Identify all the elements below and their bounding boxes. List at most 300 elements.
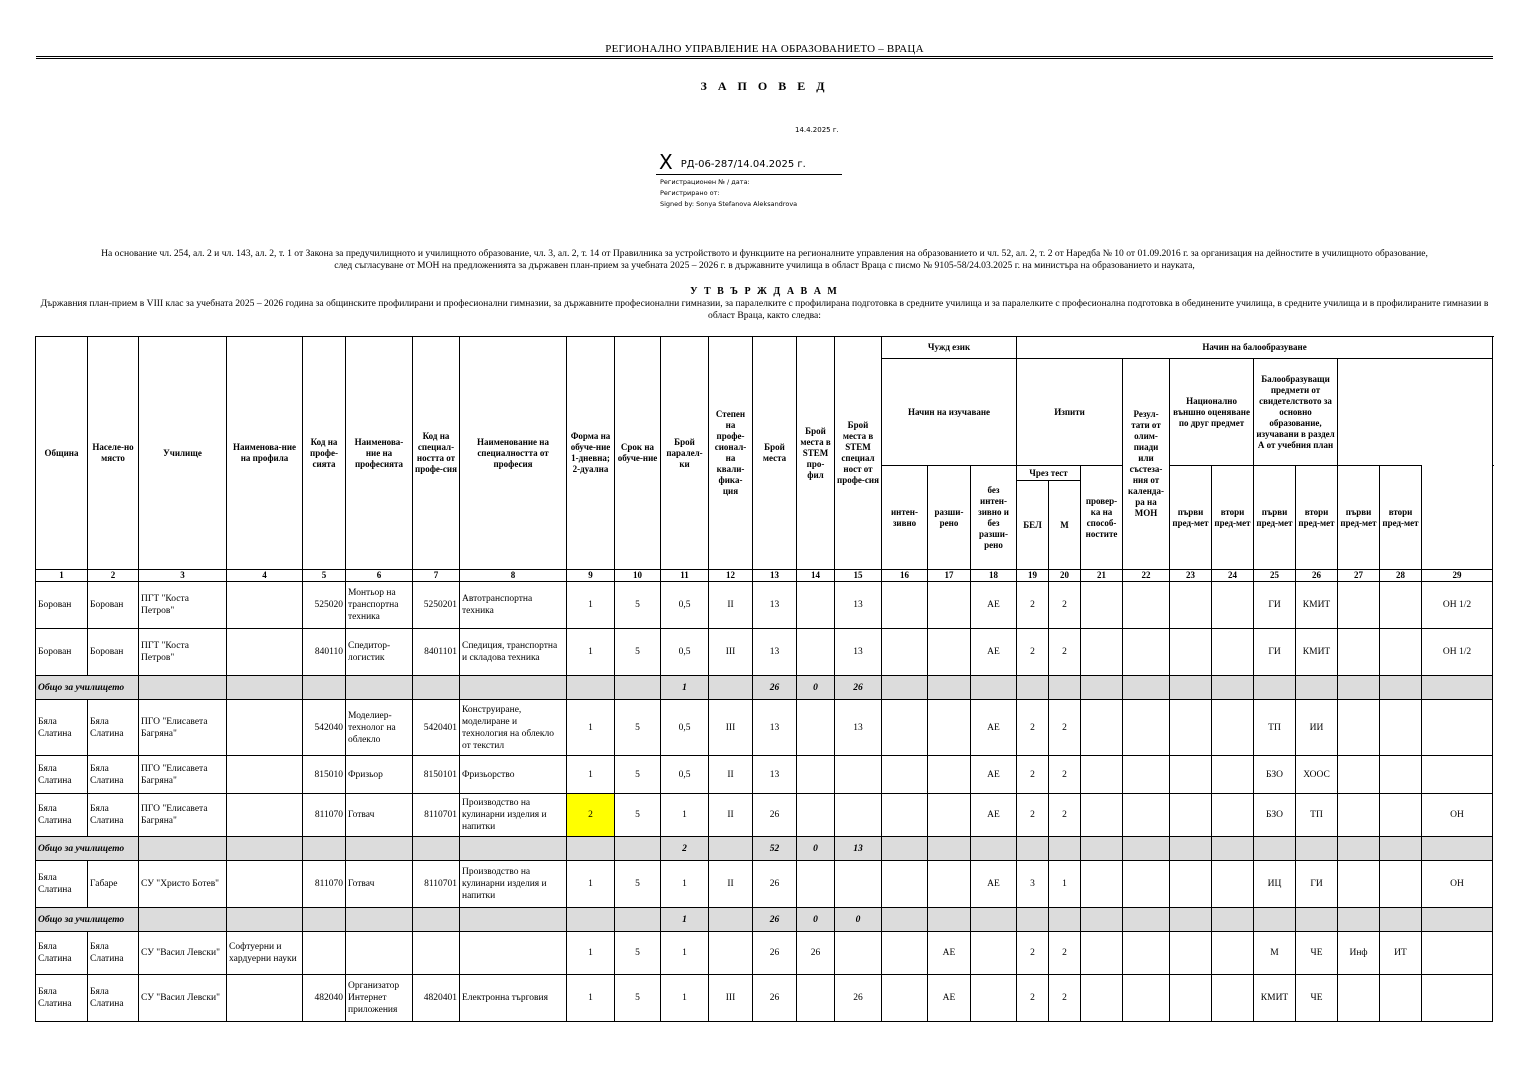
table-cell: Бяла Слатина <box>36 756 88 794</box>
total-label: Общо за училището <box>36 908 139 932</box>
table-cell: АЕ <box>928 932 971 975</box>
table-cell: ОН 1/2 <box>1422 582 1493 629</box>
column-number: 16 <box>882 570 928 582</box>
table-cell: ПГО "Елисавета Багряна" <box>139 794 227 837</box>
table-cell <box>1338 756 1380 794</box>
th-bel: БЕЛ <box>1017 481 1049 569</box>
table-cell <box>1123 861 1170 908</box>
table-cell: ИТ <box>1380 932 1422 975</box>
column-number: 24 <box>1212 570 1254 582</box>
table-cell: 13 <box>753 629 797 676</box>
total-empty-cell <box>1422 676 1493 700</box>
total-empty-cell <box>709 837 753 861</box>
table-cell: III <box>709 700 753 756</box>
table-cell: М <box>1254 932 1296 975</box>
table-cell: 1 <box>567 582 615 629</box>
table-cell: Габаре <box>88 861 139 908</box>
table-cell: 8401101 <box>413 629 460 676</box>
total-mesta: 26 <box>753 676 797 700</box>
table-cell <box>928 700 971 756</box>
th-nachin-izuch: Начин на изучаване <box>882 359 1017 466</box>
table-cell <box>227 756 303 794</box>
table-cell: ЧЕ <box>1296 975 1338 1022</box>
total-empty-cell <box>1081 837 1123 861</box>
table-cell: 1 <box>567 629 615 676</box>
th-stepen: Степен на профе-сионал-на квали-фика-ция <box>709 337 753 570</box>
column-number: 20 <box>1049 570 1081 582</box>
column-number: 28 <box>1380 570 1422 582</box>
table-cell <box>1081 756 1123 794</box>
table-cell: 5 <box>615 582 661 629</box>
table-cell <box>797 629 835 676</box>
table-cell: II <box>709 861 753 908</box>
table-cell: Бяла Слатина <box>88 794 139 837</box>
total-empty-cell <box>882 676 928 700</box>
table-cell: 26 <box>835 975 882 1022</box>
table-cell <box>1170 794 1212 837</box>
signature-block[interactable] <box>656 148 842 210</box>
table-cell <box>1170 756 1212 794</box>
table-cell: ПГТ "Коста Петров" <box>139 629 227 676</box>
table-cell <box>1123 932 1170 975</box>
table-cell <box>797 700 835 756</box>
total-empty-cell <box>460 676 567 700</box>
table-cell: 2 <box>1049 756 1081 794</box>
table-cell: Електронна търговия <box>460 975 567 1022</box>
total-empty-cell <box>1338 908 1380 932</box>
table-cell: АЕ <box>971 700 1017 756</box>
total-empty-cell <box>1254 837 1296 861</box>
table-cell <box>882 932 928 975</box>
table-row <box>36 629 1493 676</box>
table-cell <box>928 756 971 794</box>
table-cell <box>797 582 835 629</box>
column-number: 10 <box>615 570 661 582</box>
preamble <box>40 248 1489 272</box>
total-empty-cell <box>1254 676 1296 700</box>
table-cell: Бяла Слатина <box>88 932 139 975</box>
signature-mark: X <box>659 150 673 174</box>
table-cell: Бяла Слатина <box>88 975 139 1022</box>
total-empty-cell <box>971 908 1017 932</box>
table-cell: ОН <box>1422 861 1493 908</box>
total-empty-cell <box>615 908 661 932</box>
th-balo-predmeti: Балообразуващи предмети от свидетелството за основно образование, изучавани в раздел А от учебния план <box>1254 359 1338 466</box>
total-empty-cell <box>1212 837 1254 861</box>
th-chrez-test: Чрез тест <box>1017 466 1080 481</box>
table-cell <box>1212 629 1254 676</box>
table-body <box>36 582 1493 1022</box>
table-cell: 2 <box>1049 794 1081 837</box>
table-cell: 8150101 <box>413 756 460 794</box>
table-cell: ГИ <box>1296 861 1338 908</box>
table-cell <box>1338 582 1380 629</box>
total-stem1: 0 <box>797 908 835 932</box>
total-empty-cell <box>1081 676 1123 700</box>
th-spec: Наименование на специалността от професия <box>460 337 567 570</box>
th-paral: Брой паралел-ки <box>661 337 709 570</box>
total-stem1: 0 <box>797 676 835 700</box>
table-cell: Борован <box>36 582 88 629</box>
table-cell: 0,5 <box>661 700 709 756</box>
total-empty-cell <box>303 908 346 932</box>
th-razshir: разши-рено <box>928 466 971 570</box>
th-stem-spec: Брой места в STEM специал ност от профе-сия <box>835 337 882 570</box>
th-nvo-parvi: първи пред-мет <box>1170 466 1212 570</box>
table-cell: 5 <box>615 700 661 756</box>
table-cell <box>1081 629 1123 676</box>
total-empty-cell <box>1380 676 1422 700</box>
table-cell <box>1123 582 1170 629</box>
total-empty-cell <box>882 837 928 861</box>
th-uchilishte: Училище <box>139 337 227 570</box>
table-cell: БЗО <box>1254 794 1296 837</box>
total-empty-cell <box>1380 837 1422 861</box>
total-empty-cell <box>567 908 615 932</box>
table-cell <box>882 861 928 908</box>
table-cell: СУ "Христо Ботев" <box>139 861 227 908</box>
column-number: 25 <box>1254 570 1296 582</box>
table-cell: 1 <box>661 861 709 908</box>
table-cell <box>1212 700 1254 756</box>
th-chrez-test-group <box>1017 466 1081 570</box>
column-number: 3 <box>139 570 227 582</box>
total-empty-cell <box>1170 837 1212 861</box>
th-proverka: провер-ка на способ-ностите <box>1081 466 1123 570</box>
table-cell <box>227 700 303 756</box>
table-cell <box>882 700 928 756</box>
table-cell <box>1081 700 1123 756</box>
header-rule-bottom <box>36 58 1493 59</box>
column-number: 22 <box>1123 570 1170 582</box>
column-number: 13 <box>753 570 797 582</box>
document-title: З А П О В Е Д <box>700 79 829 93</box>
table-cell: 482040 <box>303 975 346 1022</box>
school-total-row <box>36 837 1493 861</box>
column-number: 4 <box>227 570 303 582</box>
total-stem2: 13 <box>835 837 882 861</box>
table-cell <box>835 794 882 837</box>
table-cell: 26 <box>753 932 797 975</box>
th-obshtina: Община <box>36 337 88 570</box>
total-empty-cell <box>1170 908 1212 932</box>
th-srok: Срок на обуче-ние <box>615 337 661 570</box>
table-cell <box>1380 700 1422 756</box>
total-empty-cell <box>1017 676 1049 700</box>
table-row <box>36 861 1493 908</box>
table-cell: 3 <box>1017 861 1049 908</box>
total-empty-cell <box>1296 676 1338 700</box>
table-cell: 1 <box>567 700 615 756</box>
table-cell: ОН 1/2 <box>1422 629 1493 676</box>
table-cell: АЕ <box>928 975 971 1022</box>
total-empty-cell <box>227 908 303 932</box>
th-naseleno: Населе-но място <box>88 337 139 570</box>
total-empty-cell <box>928 676 971 700</box>
total-empty-cell <box>1296 908 1338 932</box>
table-cell: 5 <box>615 629 661 676</box>
table-cell <box>1212 861 1254 908</box>
th-balo-vtori: втори пред-мет <box>1296 466 1338 570</box>
total-empty-cell <box>139 676 227 700</box>
total-empty-cell <box>1170 676 1212 700</box>
total-stem2: 0 <box>835 908 882 932</box>
th-balo-parvi: първи пред-мет <box>1254 466 1296 570</box>
table-row <box>36 582 1493 629</box>
table-cell: ХООС <box>1296 756 1338 794</box>
table-cell: Конструиране, моделиране и технология на облекло от текстил <box>460 700 567 756</box>
table-cell: 1 <box>567 861 615 908</box>
table-cell <box>1170 932 1212 975</box>
th-m: М <box>1060 520 1069 530</box>
total-empty-cell <box>615 676 661 700</box>
table-cell: 5 <box>615 932 661 975</box>
institution-header: РЕГИОНАЛНО УПРАВЛЕНИЕ НА ОБРАЗОВАНИЕТО – ВРАЦА <box>605 43 924 55</box>
table-cell <box>1338 700 1380 756</box>
table-cell: ПГО "Елисавета Багряна" <box>139 700 227 756</box>
table-cell <box>1212 756 1254 794</box>
table-cell <box>882 756 928 794</box>
table-cell: 26 <box>753 975 797 1022</box>
signature-details <box>660 177 842 210</box>
table-cell: Бяла Слатина <box>36 932 88 975</box>
total-empty-cell <box>413 676 460 700</box>
table-cell: КМИТ <box>1296 629 1338 676</box>
th-bez: без интен-зивно и без разши-рено <box>971 466 1017 570</box>
table-cell: 13 <box>835 629 882 676</box>
table-cell: Борован <box>88 582 139 629</box>
registration-number: РД-06-287/14.04.2025 г. <box>680 159 806 170</box>
table-cell: АЕ <box>971 756 1017 794</box>
table-cell <box>1212 932 1254 975</box>
column-number: 2 <box>88 570 139 582</box>
table-cell: БЗО <box>1254 756 1296 794</box>
table-cell: Бяла Слатина <box>88 700 139 756</box>
table-cell: 2 <box>1017 794 1049 837</box>
table-cell <box>882 629 928 676</box>
table-cell <box>227 582 303 629</box>
table-cell <box>928 794 971 837</box>
table-cell <box>797 794 835 837</box>
table-cell <box>835 861 882 908</box>
total-empty-cell <box>971 676 1017 700</box>
total-empty-cell <box>567 837 615 861</box>
total-empty-cell <box>139 908 227 932</box>
total-paral: 1 <box>661 908 709 932</box>
table-cell: АЕ <box>971 629 1017 676</box>
table-cell: 2 <box>1049 932 1081 975</box>
table-cell <box>928 629 971 676</box>
table-cell: КМИТ <box>1296 582 1338 629</box>
table-cell: Бяла Слатина <box>88 756 139 794</box>
table-cell: 1 <box>661 975 709 1022</box>
table-cell: 0,5 <box>661 629 709 676</box>
table-cell: 5 <box>615 975 661 1022</box>
table-cell <box>1380 861 1422 908</box>
table-cell: 2 <box>1017 756 1049 794</box>
total-empty-cell <box>1123 837 1170 861</box>
total-empty-cell <box>460 908 567 932</box>
table-cell <box>460 932 567 975</box>
table-cell <box>835 932 882 975</box>
table-cell: Организатор Интернет приложения <box>346 975 413 1022</box>
table-cell <box>1081 861 1123 908</box>
total-empty-cell <box>1338 837 1380 861</box>
total-empty-cell <box>1212 908 1254 932</box>
total-empty-cell <box>1017 837 1049 861</box>
table-cell: 26 <box>797 932 835 975</box>
table-row <box>36 794 1493 837</box>
table-cell: АЕ <box>971 582 1017 629</box>
table-cell: III <box>709 975 753 1022</box>
total-empty-cell <box>709 908 753 932</box>
table-cell <box>227 794 303 837</box>
table-cell <box>1380 756 1422 794</box>
total-empty-cell <box>971 837 1017 861</box>
total-empty-cell <box>567 676 615 700</box>
approval-text: Държавния план-прием в VIII клас за учебната 2025 – 2026 година за общинските профилирани и професионални гимназии, за държавните професионални гимназии, за паралелките с профилирана подготовка в средните училища и за паралелките с професионална подготовка в обединените училища, в средните училища и в профилираните гимназии в област Враца, както следва: <box>40 298 1489 321</box>
school-total-row <box>36 908 1493 932</box>
table-cell <box>1422 932 1493 975</box>
total-empty-cell <box>346 908 413 932</box>
column-number: 17 <box>928 570 971 582</box>
table-cell <box>1123 975 1170 1022</box>
total-empty-cell <box>615 837 661 861</box>
th-mesta: Брой места <box>753 337 797 570</box>
column-number: 29 <box>1422 570 1493 582</box>
signed-by: Signed by: Sonya Stefanova Aleksandrova <box>660 200 798 208</box>
preamble-line-1: На основание чл. 254, ал. 2 и чл. 143, ал. 2, т. 1 от Закона за предучилищното и училищното образование, чл. 3, ал. 2, т. 14 от Правилника за устройството и функциите на регионалните управления на образованието и чл. 52, ал. 2, т. 2 от Наредба № 10 от 01.09.2016 г. за организация на дейностите в училищното образование, <box>101 248 1428 259</box>
table-cell: II <box>709 794 753 837</box>
total-empty-cell <box>1422 908 1493 932</box>
total-stem1: 0 <box>797 837 835 861</box>
table-cell <box>1338 975 1380 1022</box>
preamble-line-2: след съгласуване от МОН на предложенията за държавен план-прием за учебната 2025 – 2026 г. в държавните училища в област Враца с писмо № 9105-58/24.03.2025 г. на министъра на образованието и науката, <box>334 260 1195 271</box>
total-empty-cell <box>227 837 303 861</box>
th-prof: Наименова-ние на професията <box>346 337 413 570</box>
table-cell <box>928 582 971 629</box>
table-cell <box>1380 629 1422 676</box>
table-cell <box>1081 975 1123 1022</box>
table-cell: 8110701 <box>413 794 460 837</box>
table-cell: 1 <box>1049 861 1081 908</box>
total-empty-cell <box>303 676 346 700</box>
table-cell <box>971 975 1017 1022</box>
th-prof-vtori: втори пред-мет <box>1380 466 1422 570</box>
total-empty-cell <box>1212 676 1254 700</box>
table-cell: СУ "Васил Левски" <box>139 932 227 975</box>
table-cell: 1 <box>567 932 615 975</box>
total-empty-cell <box>413 837 460 861</box>
table-cell: Производство на кулинарни изделия и напитки <box>460 794 567 837</box>
registration-label: Регистрационен № / дата: <box>660 178 750 186</box>
total-empty-cell <box>1380 908 1422 932</box>
total-empty-cell <box>1049 837 1081 861</box>
th-nachin-bal: Начин на балообразуване <box>1017 337 1493 359</box>
table-cell <box>413 932 460 975</box>
table-cell <box>1338 861 1380 908</box>
table-cell <box>1212 794 1254 837</box>
table-cell: ПГТ "Коста Петров" <box>139 582 227 629</box>
table-cell: СУ "Васил Левски" <box>139 975 227 1022</box>
column-number-row <box>36 570 1493 582</box>
total-empty-cell <box>1422 837 1493 861</box>
table-cell: 5 <box>615 861 661 908</box>
column-number: 1 <box>36 570 88 582</box>
table-cell <box>227 975 303 1022</box>
th-rezultati: Резул-тати от олим-пиади или състеза-ния от календа-ра на МОН <box>1123 359 1170 570</box>
column-number: 27 <box>1338 570 1380 582</box>
table-cell <box>882 582 928 629</box>
table-cell: 2 <box>1049 975 1081 1022</box>
total-empty-cell <box>1123 676 1170 700</box>
table-cell <box>1123 629 1170 676</box>
table-cell: Автотранспортна техника <box>460 582 567 629</box>
table-cell: Бяла Слатина <box>36 794 88 837</box>
th-forma: Форма на обуче-ние 1-дневна; 2-дуална <box>567 337 615 570</box>
total-empty-cell <box>928 908 971 932</box>
table-cell <box>1123 700 1170 756</box>
column-number: 26 <box>1296 570 1338 582</box>
table-cell: III <box>709 629 753 676</box>
school-total-row <box>36 676 1493 700</box>
signature-line <box>656 148 842 175</box>
total-empty-cell <box>1049 908 1081 932</box>
column-number: 8 <box>460 570 567 582</box>
table-cell: ПГО "Елисавета Багряна" <box>139 756 227 794</box>
table-cell <box>1212 975 1254 1022</box>
th-intenz: интен-зивно <box>882 466 928 570</box>
table-cell <box>882 975 928 1022</box>
table-cell <box>1380 975 1422 1022</box>
column-number: 7 <box>413 570 460 582</box>
table-row <box>36 756 1493 794</box>
total-empty-cell <box>1254 908 1296 932</box>
table-cell <box>1338 629 1380 676</box>
table-cell: Спедитор-логистик <box>346 629 413 676</box>
table-cell <box>303 932 346 975</box>
table-cell: 26 <box>753 861 797 908</box>
table-cell: 13 <box>835 700 882 756</box>
table-cell <box>1170 975 1212 1022</box>
approval-heading: У Т В Ъ Р Ж Д А В А М <box>690 286 839 297</box>
th-stem-profil: Брой места в STEM про-фил <box>797 337 835 570</box>
header-rule-top <box>36 56 1493 57</box>
table-cell: 815010 <box>303 756 346 794</box>
table-cell: 2 <box>1017 629 1049 676</box>
table-row <box>36 700 1493 756</box>
table-cell <box>1422 975 1493 1022</box>
table-cell <box>1170 629 1212 676</box>
table-cell: 2 <box>1017 582 1049 629</box>
total-label: Общо за училището <box>36 837 139 861</box>
th-profil: Наименова-ние на профила <box>227 337 303 570</box>
column-number: 21 <box>1081 570 1123 582</box>
th-izpiti: Изпити <box>1017 359 1123 466</box>
table-cell: ОН <box>1422 794 1493 837</box>
total-empty-cell <box>1123 908 1170 932</box>
table-cell: Борован <box>36 629 88 676</box>
table-cell: АЕ <box>971 794 1017 837</box>
table-cell: ИИ <box>1296 700 1338 756</box>
total-paral: 2 <box>661 837 709 861</box>
column-number: 9 <box>567 570 615 582</box>
table-cell: 26 <box>753 794 797 837</box>
total-empty-cell <box>1017 908 1049 932</box>
th-nvo: Национално външно оценяване по друг предмет <box>1170 359 1254 466</box>
th-nvo-vtori: втори пред-мет <box>1212 466 1254 570</box>
total-empty-cell <box>303 837 346 861</box>
